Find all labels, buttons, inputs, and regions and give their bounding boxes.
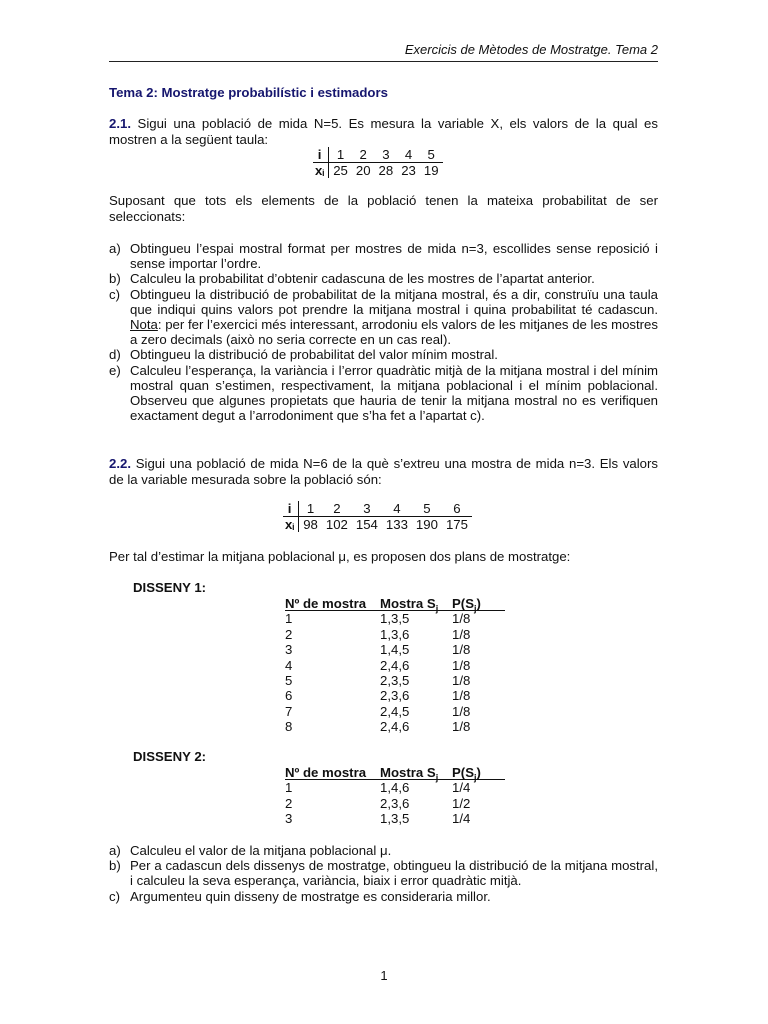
col-header-text: P(S — [452, 765, 474, 780]
exercise-intro-text: Sigui una població de mida N=5. Es mesura la variable X, els valors de la qual es mostren a la següent taula: — [109, 116, 658, 147]
item-marker: c) — [109, 286, 120, 302]
exercise-2-1-items — [109, 241, 658, 423]
col-header-sample-no: Nº de mostra — [285, 596, 367, 611]
item-marker: e) — [109, 362, 121, 378]
table-row — [285, 719, 505, 734]
item-text: Calculeu l’esperança, la variància i l’error quadràtic mitjà de la mitjana mostral i del mínim mostral quan s’estimen, respectivament, la mitjana poblacional i el mínim poblacional. Observeu que algunes propietats que hauria de tenir la mitjana mostral no es verifiquen exactament degut a l’arrodoniment que s’ha fet a l’apartat c). — [130, 362, 658, 424]
table-cell: 102 — [325, 517, 348, 532]
assumption-text: Suposant que tots els elements de la població tenen la mateixa probabilitat de ser seleccionats: — [109, 193, 658, 224]
item-text: : per fer l’exercici més interessant, arrodoniu els valors de les mitjanes de les mostres a zero decimals (això no seria correcte en un cas real). — [130, 317, 658, 348]
col-header-text: ) — [476, 596, 481, 611]
subscript: j — [435, 772, 439, 783]
table-header-row — [285, 765, 505, 783]
design-1-table — [285, 596, 505, 735]
sample-cell: 2,4,6 — [380, 719, 410, 735]
sample-number-cell: 2 — [285, 626, 293, 642]
list-item — [109, 858, 658, 888]
design-1-rows — [285, 611, 505, 734]
list-item — [109, 843, 658, 858]
sample-cell: 2,4,5 — [380, 703, 410, 719]
sample-cell: 2,4,6 — [380, 657, 410, 673]
exercise-number: 2.1. — [109, 116, 131, 131]
table-cell: 2 — [322, 501, 352, 517]
page-number: 1 — [380, 968, 388, 983]
sample-number-cell: 8 — [285, 719, 293, 735]
probability-cell: 1/8 — [452, 672, 471, 688]
sample-cell: 1,4,6 — [380, 780, 410, 796]
table-cell: 23 — [401, 163, 416, 178]
table-cell: 175 — [445, 517, 468, 532]
table-row — [285, 658, 505, 673]
table-cell: 5 — [412, 501, 442, 517]
design-1-label: DISSENY 1: — [133, 580, 207, 595]
sample-number-cell: 5 — [285, 672, 293, 688]
population-table-2-1 — [313, 147, 443, 178]
row-label-x: xᵢ — [313, 163, 329, 179]
probability-cell: 1/8 — [452, 657, 471, 673]
item-text: Calculeu el valor de la mitjana poblacional μ. — [130, 843, 392, 858]
col-header-text: Mostra S — [380, 765, 436, 780]
list-item — [109, 363, 658, 424]
table-row — [285, 796, 505, 811]
table-cell: 4 — [397, 147, 420, 163]
sample-cell: 2,3,6 — [380, 688, 410, 704]
exercise-intro-text: Sigui una població de mida N=6 de la què s’extreu una mostra de mida n=3. Els valors de la variable mesurada sobre la població són: — [109, 456, 658, 487]
item-text: Obtingueu la distribució de probabilitat de la mitjana mostral, és a dir, construïu una taula que indiqui quins valors pot prendre la mitjana mostral i quina probabilitat té cadascun. — [130, 286, 658, 317]
item-marker: b) — [109, 858, 121, 874]
list-item — [109, 287, 658, 348]
table-cell: 25 — [333, 163, 348, 178]
probability-cell: 1/8 — [452, 703, 471, 719]
design-2-table — [285, 765, 505, 827]
probability-cell: 1/4 — [452, 780, 471, 796]
sample-cell: 1,3,6 — [380, 626, 410, 642]
row-label-i: i — [313, 147, 329, 163]
subscript: j — [473, 603, 477, 614]
item-marker: c) — [109, 888, 120, 904]
table-row — [285, 811, 505, 826]
table-cell: 1 — [329, 147, 352, 163]
list-item — [109, 347, 658, 362]
col-header-sample-no: Nº de mostra — [285, 765, 367, 780]
sample-cell: 1,3,5 — [380, 611, 410, 627]
col-header-text: P(S — [452, 596, 474, 611]
list-item — [109, 271, 658, 286]
probability-cell: 1/8 — [452, 642, 471, 658]
table-cell: 190 — [415, 517, 438, 532]
note-label: Nota — [130, 317, 158, 333]
exercise-number: 2.2. — [109, 456, 131, 471]
table-cell: 4 — [382, 501, 412, 517]
item-text: Argumenteu quin disseny de mostratge es consideraria millor. — [130, 888, 491, 904]
running-header: Exercicis de Mètodes de Mostratge. Tema 2 — [404, 42, 658, 57]
table-cell: 6 — [442, 501, 472, 517]
row-label-x: xᵢ — [283, 517, 299, 533]
table-cell: 154 — [355, 517, 378, 532]
table-cell: 5 — [420, 147, 443, 163]
col-header-text: Mostra S — [380, 596, 436, 611]
probability-cell: 1/8 — [452, 611, 471, 627]
table-row — [285, 704, 505, 719]
plans-intro: Per tal d’estimar la mitjana poblacional μ, es proposen dos plans de mostratge: — [109, 549, 571, 564]
table-cell: 1 — [299, 501, 322, 517]
sample-number-cell: 3 — [285, 642, 293, 658]
sample-number-cell: 1 — [285, 611, 293, 627]
header-rule — [109, 61, 658, 62]
table-cell: 20 — [355, 163, 371, 178]
item-text: Obtingueu la distribució de probabilitat del valor mínim mostral. — [130, 347, 498, 363]
exercise-2-2-items — [109, 843, 658, 904]
sample-number-cell: 3 — [285, 811, 293, 827]
sample-number-cell: 4 — [285, 657, 293, 673]
table-cell: 28 — [378, 163, 394, 178]
item-marker: a) — [109, 843, 121, 858]
design-2-rows — [285, 780, 505, 826]
list-item — [109, 889, 658, 904]
table-row — [285, 673, 505, 688]
sample-cell: 2,3,5 — [380, 672, 410, 688]
row-label-i: i — [283, 501, 299, 517]
item-marker: b) — [109, 271, 121, 287]
table-header-row — [285, 596, 505, 614]
col-header-text: ) — [476, 765, 481, 780]
table-cell: 19 — [423, 163, 439, 178]
probability-cell: 1/8 — [452, 626, 471, 642]
subscript: j — [473, 772, 477, 783]
table-cell: 3 — [352, 501, 382, 517]
design-2-label: DISSENY 2: — [133, 749, 207, 764]
population-table-2-2 — [283, 501, 472, 532]
item-text: Per a cadascun dels dissenys de mostratge, obtingueu la distribució de la mitjana mostral, i calculeu la seva esperança, variància, biaix i error quadràtic mitjà. — [130, 858, 658, 889]
probability-cell: 1/8 — [452, 719, 471, 735]
table-cell: 2 — [352, 147, 375, 163]
item-marker: a) — [109, 241, 121, 256]
item-text: Calculeu la probabilitat d’obtenir cadascuna de les mostres de l’apartat anterior. — [130, 271, 595, 287]
subscript: j — [435, 603, 439, 614]
sample-number-cell: 6 — [285, 688, 293, 704]
sample-number-cell: 1 — [285, 780, 293, 796]
probability-cell: 1/2 — [452, 795, 471, 811]
table-row — [285, 688, 505, 703]
sample-number-cell: 7 — [285, 703, 293, 719]
list-item — [109, 241, 658, 271]
table-row — [285, 780, 505, 795]
table-row — [285, 627, 505, 642]
exercise-2-2-intro — [109, 456, 658, 488]
topic-title: Tema 2: Mostratge probabilístic i estimadors — [109, 85, 388, 100]
exercise-2-1-intro — [109, 116, 658, 148]
item-marker: d) — [109, 347, 121, 363]
sample-cell: 1,3,5 — [380, 811, 410, 827]
table-row — [285, 611, 505, 626]
table-row — [285, 642, 505, 657]
table-cell: 3 — [375, 147, 398, 163]
table-cell: 133 — [385, 517, 408, 532]
table-cell: 98 — [303, 517, 318, 532]
item-text: Obtingueu l’espai mostral format per mostres de mida n=3, escollides sense reposició i sense importar l’ordre. — [130, 241, 658, 272]
probability-cell: 1/8 — [452, 688, 471, 704]
sample-number-cell: 2 — [285, 795, 293, 811]
sample-cell: 2,3,6 — [380, 795, 410, 811]
probability-cell: 1/4 — [452, 811, 471, 827]
sample-cell: 1,4,5 — [380, 642, 410, 658]
